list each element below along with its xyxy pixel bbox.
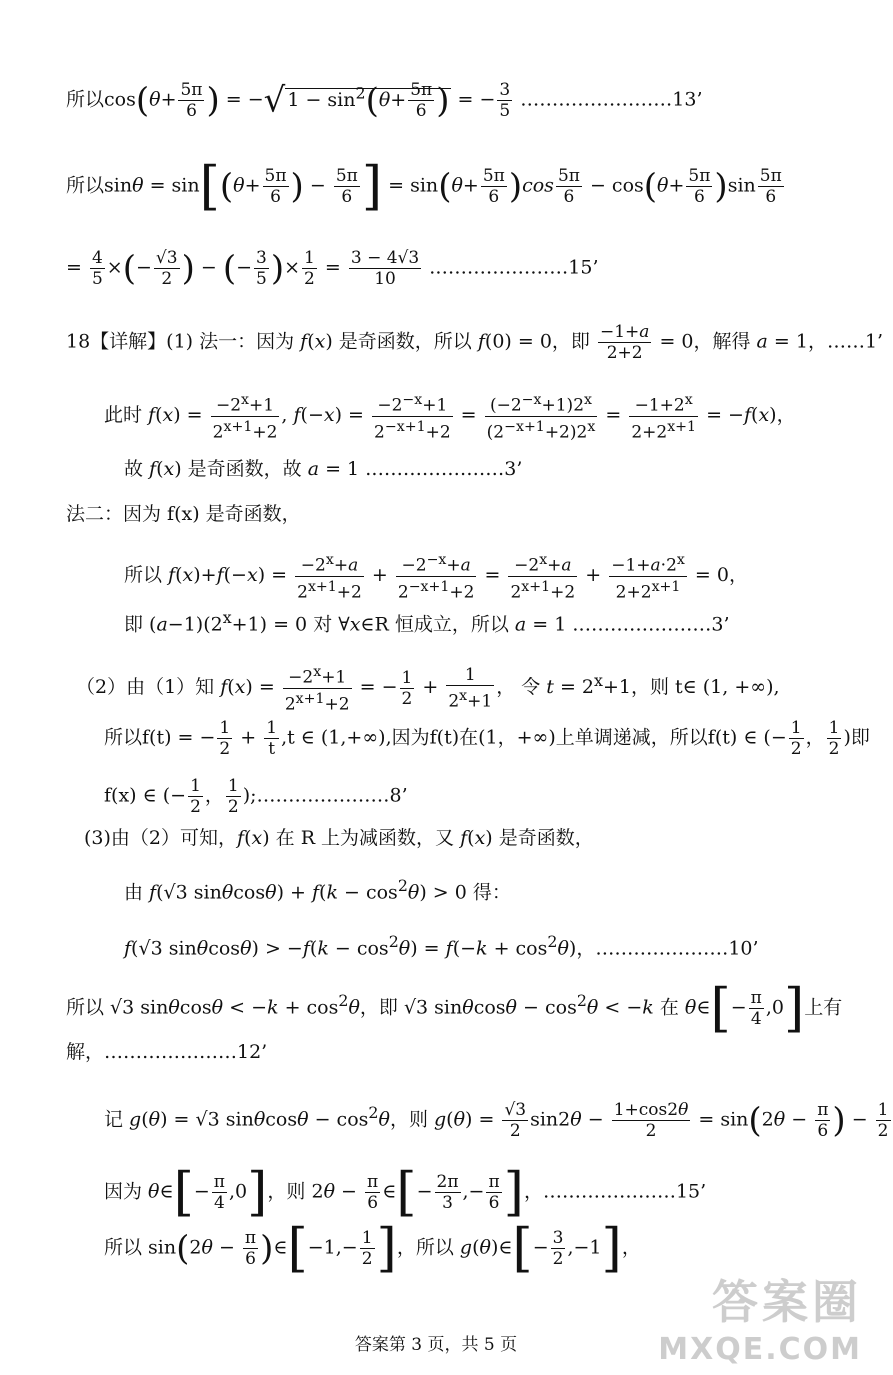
- solution-line-2: 所以sinθ = sin[(θ+ $\frac{5\pi}{6}$ ) − $\frac{5\pi}{6}$ ] = sin(θ+ $\frac{5\pi}{6}$ )cos $\frac{5\pi}{6}$ − cos(θ+ $\frac{5\pi}{6}$ )sin $\frac{5\pi}{6}$: [66, 156, 782, 217]
- solution-line-7: 法二：因为 f(x) 是奇函数，: [66, 503, 301, 525]
- watermark-logo: [658, 1266, 862, 1367]
- solution-line-8: 所以 f(x)+f(−x) = $\frac{-2^x+a}{2^{x+1}+2}$ + $\frac{-2^{-x}+a}{2^{-x+1}+2}$ = $\frac{-2^x+a}{2^{x+1}+2}$ + $\frac{-1+a\cdot 2^x}{2+2^{x+1}}$ = 0，: [124, 552, 748, 603]
- watermark-en: MXQE.COM: [658, 1332, 862, 1367]
- solution-line-4: 18【详解】(1) 法一：因为 f(x) 是奇函数，所以 f(0) = 0，即 $\frac{-1+a}{2+2}$ = 0，解得 a = 1，……1’: [66, 322, 884, 363]
- solution-line-12: f(x) ∈ (− $\frac{1}{2}$ ， $\frac{1}{2}$ );…………………8’: [104, 776, 408, 817]
- watermark-cn: 答案圈: [712, 1275, 862, 1329]
- page-footer: 答案第 3 页，共 5 页: [354, 1335, 518, 1355]
- solution-line-13: (3)由（2）可知，f(x) 在 R 上为减函数，又 f(x) 是奇函数，: [84, 827, 594, 849]
- solution-line-11: 所以f(t) = − $\frac{1}{2}$ + $\frac{1}{t}$ ,t ∈ (1,+∞),因为f(t)在(1，+∞)上单调递减，所以f(t) ∈ (− $\frac{1}{2}$ ， $\frac{1}{2}$ )即: [104, 718, 870, 759]
- solution-line-20: 所以 sin(2θ − $\frac{\pi}{6}$ )∈[−1,− $\frac{1}{2}$ ]，所以 g(θ)∈[− $\frac{3}{2}$ ,−1]，: [104, 1218, 641, 1279]
- solution-line-10: （2）由（1）知 f(x) = $\frac{-2^x+1}{2^{x+1}+2}$ = − $\frac{1}{2}$ + $\frac{1}{2^x+1}$ ， 令 $t = 2^x+1$，则 t∈ (1, +∞),: [76, 664, 780, 715]
- solution-line-15: f(√3 $\sin\theta\cos\theta) > -f(k - \cos^2\theta) = f(-k + \cos^2\theta)$，…………………10’: [124, 932, 759, 960]
- solution-line-6: 故 f(x) 是奇函数，故 a = 1 .…………………3’: [124, 458, 523, 480]
- solution-line-9: 即 $(a-1)(2^x+1) = 0$ 对 ∀x∈R 恒成立，所以 a = 1 .…………………3’: [124, 608, 730, 636]
- solution-line-1: 所以cos(θ+ $\frac{5\pi}{6}$ ) = −√ $1 - \sin^2(\theta+$ $\frac{5\pi}{6}$ ) = − $\frac{3}{5}$ ……………………13’: [66, 80, 703, 121]
- solution-line-19: 因为 θ∈[− $\frac{\pi}{4}$ ,0]，则 2θ − $\frac{\pi}{6}$ ∈[− $\frac{2\pi}{3}$ ,− $\frac{\pi}{6}$ ]，…………………15’: [104, 1162, 707, 1223]
- solution-line-3: = $\frac{4}{5}$ ×(− $\frac{√3}{2}$ ) − (− $\frac{3}{5}$ )× $\frac{1}{2}$ = $\frac{3 - 4√3}{10}$ .…………………15’: [66, 248, 599, 289]
- solution-line-14: 由 f(√3 $\sin\theta\cos\theta) + f(k - \cos^2\theta) > 0$ 得：: [124, 876, 511, 904]
- solution-line-16: 所以 √3 $\sin\theta\cos\theta < -k + \cos^2\theta$，即 √3 $\sin\theta\cos\theta - \cos^2\theta < -k$ 在 θ∈[− $\frac{\pi}{4}$ ,0]上有: [66, 978, 843, 1039]
- solution-line-5: 此时 f(x) = $\frac{-2^x+1}{2^{x+1}+2}$ , f(−x) = $\frac{-2^{-x}+1}{2^{-x+1}+2}$ = $\frac{(-2^{-x}+1)2^x}{(2^{-x+1}+2)2^x}$ = $\frac{-1+2^x}{2+2^{x+1}}$ = −f(x)，: [104, 392, 796, 443]
- solution-line-17: 解，…………………12’: [66, 1041, 268, 1063]
- solution-line-18: 记 g(θ) = √3 $\sin\theta\cos\theta - \cos^2\theta$，则 g(θ) = $\frac{√3}{2}$ sin2θ − $\frac{1+\cos 2\theta}{2}$ = sin(2θ − $\frac{\pi}{6}$ ) − $\frac{1}{2}$: [104, 1100, 889, 1141]
